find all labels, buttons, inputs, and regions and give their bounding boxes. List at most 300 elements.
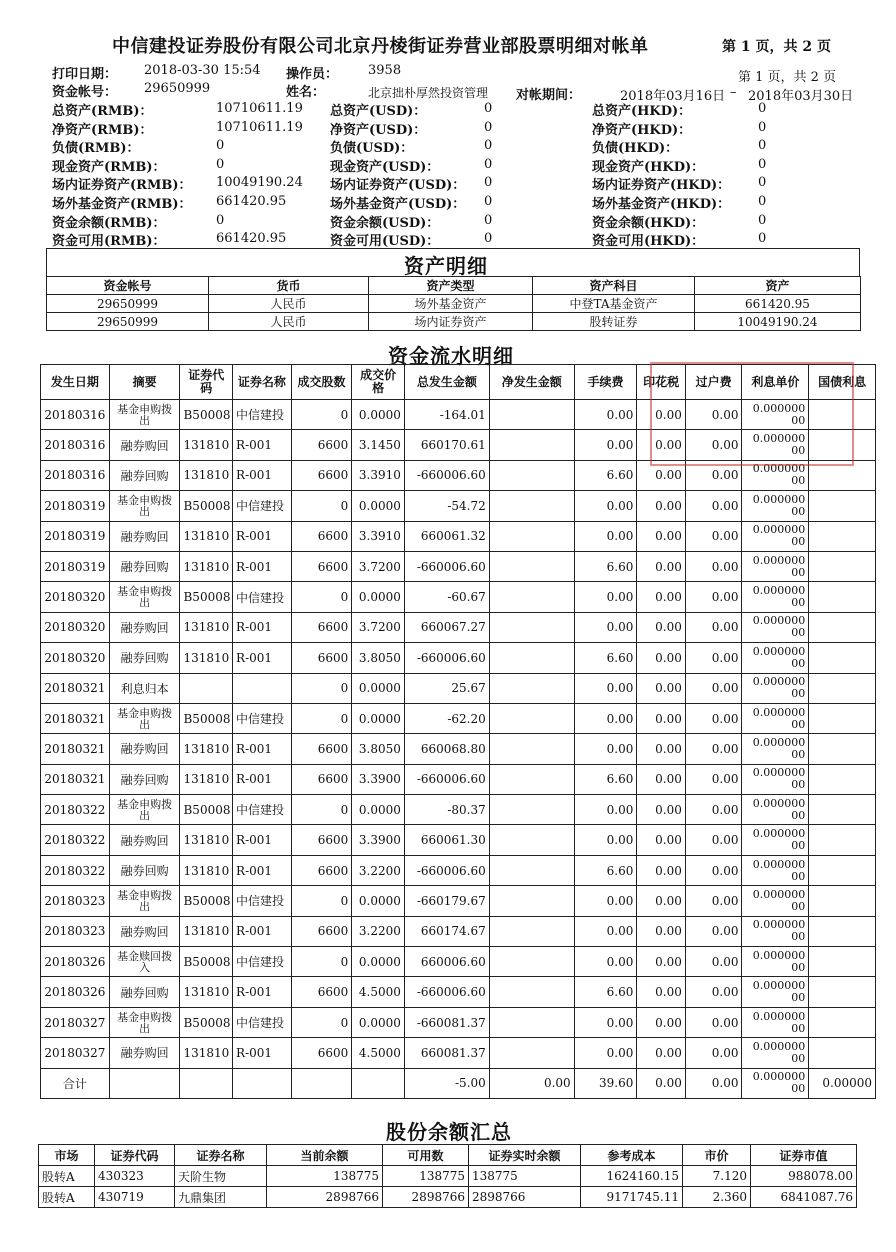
flow-row xyxy=(41,1038,876,1068)
flow-cell: 3.2200 xyxy=(352,855,405,885)
summary-hkd-label: 场外基金资产(HKD)： xyxy=(592,197,731,212)
flow-cell: 0.0000 xyxy=(352,582,405,612)
flow-cell: 基金申购拨出 xyxy=(109,1007,180,1037)
asset-cell: 人民币 xyxy=(209,313,369,331)
flow-cell: 20180322 xyxy=(41,855,110,885)
flow-cell: 0.00 xyxy=(637,612,686,642)
flow-cell: 131810 xyxy=(180,521,233,551)
flow-cell xyxy=(489,612,574,642)
flow-cell xyxy=(809,460,876,490)
flow-cell: 0.000000 00 xyxy=(742,734,809,764)
share-cell: 9171745.11 xyxy=(581,1187,683,1208)
flow-cell: 20180319 xyxy=(41,491,110,521)
flow-cell xyxy=(489,1038,574,1068)
flow-cell: 0.00 xyxy=(685,612,742,642)
flow-cell: 0.00 xyxy=(685,400,742,430)
asset-row xyxy=(47,313,861,331)
flow-cell: 0.00 xyxy=(637,795,686,825)
cash-flow-table xyxy=(40,364,876,1099)
flow-cell: R-001 xyxy=(233,764,292,794)
flow-cell: 融券回购 xyxy=(109,643,180,673)
flow-cell: 131810 xyxy=(180,977,233,1007)
flow-cell: 0.00 xyxy=(574,886,637,916)
flow-row xyxy=(41,947,876,977)
flow-cell xyxy=(489,673,574,703)
flow-cell: 0.0000 xyxy=(352,1007,405,1037)
asset-cell: 股转证券 xyxy=(533,313,695,331)
flow-cell: 基金赎回拨入 xyxy=(109,947,180,977)
flow-cell: B50008 xyxy=(180,491,233,521)
flow-cell: 20180323 xyxy=(41,886,110,916)
flow-cell: 0.00 xyxy=(637,460,686,490)
flow-row xyxy=(41,400,876,430)
flow-row xyxy=(41,1007,876,1037)
summary-usd-label: 现金资产(USD)： xyxy=(330,159,440,175)
flow-cell xyxy=(809,1007,876,1037)
share-header-cell: 证券代码 xyxy=(95,1145,175,1166)
flow-cell: 0.00 xyxy=(637,825,686,855)
summary-usd-label: 资金可用(USD)： xyxy=(330,234,440,250)
flow-total-cell xyxy=(352,1068,405,1098)
summary-rmb-label: 资金可用(RMB)： xyxy=(52,234,166,250)
flow-header-cell: 摘要 xyxy=(109,365,180,400)
page-indicator: 第 1 页，共 2 页 xyxy=(738,70,837,85)
summary-rmb-value: 10710611.19 xyxy=(216,101,303,116)
flow-cell: 0.00 xyxy=(637,703,686,733)
flow-cell: 0.000000 00 xyxy=(742,1007,809,1037)
flow-cell xyxy=(180,673,233,703)
flow-row xyxy=(41,612,876,642)
flow-cell: 0.00 xyxy=(685,521,742,551)
flow-cell: 0.000000 00 xyxy=(742,795,809,825)
summary-usd-value: 0 xyxy=(484,194,493,209)
flow-cell: R-001 xyxy=(233,1038,292,1068)
summary-rmb-value: 0 xyxy=(216,138,225,154)
flow-cell xyxy=(809,400,876,430)
flow-cell: 0.00 xyxy=(637,855,686,885)
share-cell: 7.120 xyxy=(683,1166,751,1187)
share-cell: 九鼎集团 xyxy=(175,1187,267,1208)
flow-cell xyxy=(809,643,876,673)
flow-cell: 6.60 xyxy=(574,977,637,1007)
flow-cell: 融券购回 xyxy=(109,612,180,642)
name-label: 姓名： xyxy=(286,85,326,100)
flow-cell xyxy=(489,643,574,673)
flow-cell: 0 xyxy=(291,673,352,703)
flow-cell: 0 xyxy=(291,582,352,612)
flow-cell: 融券回购 xyxy=(109,764,180,794)
summary-hkd-value: 0 xyxy=(758,175,767,191)
flow-cell xyxy=(809,430,876,460)
flow-header-cell: 总发生金额 xyxy=(404,365,489,400)
share-cell: 2898766 xyxy=(469,1187,581,1208)
flow-cell: 基金申购拨出 xyxy=(109,400,180,430)
flow-cell: 6600 xyxy=(291,1038,352,1068)
flow-cell: 6600 xyxy=(291,764,352,794)
period-to: 2018年03月30日 xyxy=(748,89,854,104)
asset-detail-title: 资产明细 xyxy=(404,254,488,278)
flow-header-cell: 净发生金额 xyxy=(489,365,574,400)
flow-cell: 0 xyxy=(291,886,352,916)
flow-cell: 131810 xyxy=(180,460,233,490)
share-cell: 138775 xyxy=(383,1166,469,1187)
flow-cell: 0.000000 00 xyxy=(742,977,809,1007)
share-header-cell: 参考成本 xyxy=(581,1145,683,1166)
flow-header-cell: 印花税 xyxy=(637,365,686,400)
flow-total-cell: 合计 xyxy=(41,1068,110,1098)
flow-cell: 0.000000 00 xyxy=(742,430,809,460)
flow-cell: 0.00 xyxy=(574,1007,637,1037)
flow-cell: 0.000000 00 xyxy=(742,886,809,916)
flow-cell: 融券回购 xyxy=(109,977,180,1007)
flow-cell: 0.00 xyxy=(685,795,742,825)
flow-cell: 20180316 xyxy=(41,400,110,430)
flow-cell: 0.00 xyxy=(637,764,686,794)
flow-cell xyxy=(489,795,574,825)
summary-rmb-value: 0 xyxy=(216,212,225,228)
flow-cell: 0.000000 00 xyxy=(742,643,809,673)
flow-cell xyxy=(809,673,876,703)
flow-header-cell: 手续费 xyxy=(574,365,637,400)
flow-cell: 131810 xyxy=(180,612,233,642)
flow-cell: R-001 xyxy=(233,430,292,460)
flow-cell: 0.00 xyxy=(685,886,742,916)
flow-cell xyxy=(489,400,574,430)
share-cell: 138775 xyxy=(267,1166,383,1187)
flow-cell: 3.8050 xyxy=(352,734,405,764)
summary-rmb-label: 场内证券资产(RMB)： xyxy=(52,178,192,194)
summary-hkd-label: 总资产(HKD)： xyxy=(592,104,692,119)
summary-rmb-label: 资金余额(RMB)： xyxy=(52,215,166,231)
flow-cell: 6.60 xyxy=(574,764,637,794)
flow-cell: -164.01 xyxy=(404,400,489,430)
operator-label: 操作员： xyxy=(286,67,339,82)
flow-cell: 0.000000 00 xyxy=(742,764,809,794)
asset-cell: 中登TA基金资产 xyxy=(533,295,695,313)
summary-hkd-value: 0 xyxy=(758,119,767,135)
flow-cell: 0.00 xyxy=(637,1007,686,1037)
flow-cell: -660006.60 xyxy=(404,643,489,673)
flow-cell: 20180327 xyxy=(41,1007,110,1037)
flow-cell xyxy=(489,886,574,916)
share-cell: 2898766 xyxy=(267,1187,383,1208)
flow-cell: 0.00 xyxy=(637,977,686,1007)
flow-cell: 0.00 xyxy=(637,400,686,430)
print-date: 2018-03-30 15:54 xyxy=(144,63,261,78)
summary-usd-label: 场内证券资产(USD)： xyxy=(330,178,466,194)
flow-cell xyxy=(489,734,574,764)
summary-rmb-value: 661420.95 xyxy=(216,194,287,209)
flow-header-cell: 成交价格 xyxy=(352,365,405,400)
flow-cell: 20180319 xyxy=(41,521,110,551)
summary-rmb-label: 负债(RMB)： xyxy=(52,141,140,157)
flow-cell: 0.00 xyxy=(637,1038,686,1068)
flow-cell: R-001 xyxy=(233,825,292,855)
flow-total-cell: 0.00 xyxy=(685,1068,742,1098)
flow-cell: -60.67 xyxy=(404,582,489,612)
share-row xyxy=(39,1166,857,1187)
share-header-cell: 证券名称 xyxy=(175,1145,267,1166)
flow-cell xyxy=(809,825,876,855)
flow-cell: 131810 xyxy=(180,855,233,885)
flow-cell: 融券购回 xyxy=(109,521,180,551)
flow-cell: 3.8050 xyxy=(352,643,405,673)
flow-cell: 0.00 xyxy=(637,643,686,673)
flow-cell: 0.000000 00 xyxy=(742,855,809,885)
flow-cell: B50008 xyxy=(180,582,233,612)
summary-hkd-value: 0 xyxy=(758,101,767,116)
flow-cell xyxy=(489,703,574,733)
flow-cell: 中信建投 xyxy=(233,947,292,977)
flow-total-cell xyxy=(180,1068,233,1098)
flow-cell: -660006.60 xyxy=(404,977,489,1007)
flow-cell: 0.00 xyxy=(685,1007,742,1037)
flow-cell: 0.00 xyxy=(574,582,637,612)
summary-hkd-value: 0 xyxy=(758,156,767,172)
flow-cell: 0.000000 00 xyxy=(742,825,809,855)
flow-cell: R-001 xyxy=(233,977,292,1007)
asset-cell: 人民币 xyxy=(209,295,369,313)
flow-cell: 融券购回 xyxy=(109,734,180,764)
asset-header-cell: 货币 xyxy=(209,277,369,295)
flow-cell: 0.00 xyxy=(574,947,637,977)
flow-row xyxy=(41,734,876,764)
summary-hkd-label: 资金余额(HKD)： xyxy=(592,215,705,231)
flow-cell: 0.00 xyxy=(574,703,637,733)
flow-cell: 0.0000 xyxy=(352,673,405,703)
flow-cell xyxy=(489,916,574,946)
summary-usd-value: 0 xyxy=(484,138,493,154)
flow-cell: 利息归本 xyxy=(109,673,180,703)
summary-rmb-value: 10049190.24 xyxy=(216,175,303,191)
flow-row xyxy=(41,855,876,885)
summary-hkd-label: 负债(HKD)： xyxy=(592,141,679,157)
flow-total-cell: 0.00 xyxy=(637,1068,686,1098)
flow-cell xyxy=(809,947,876,977)
flow-cell: 0.000000 00 xyxy=(742,491,809,521)
share-header-cell: 市场 xyxy=(39,1145,95,1166)
flow-cell: 0.00 xyxy=(574,795,637,825)
flow-header-cell: 成交股数 xyxy=(291,365,352,400)
summary-hkd-label: 净资产(HKD)： xyxy=(592,122,692,138)
flow-cell xyxy=(489,430,574,460)
share-cell: 2.360 xyxy=(683,1187,751,1208)
flow-cell: 0.0000 xyxy=(352,886,405,916)
flow-cell: 0.000000 00 xyxy=(742,673,809,703)
flow-cell: 131810 xyxy=(180,643,233,673)
share-summary-title: 股份余额汇总 xyxy=(386,1120,512,1144)
flow-cell: 6.60 xyxy=(574,551,637,581)
flow-cell: 20180326 xyxy=(41,977,110,1007)
flow-total-cell: 0.00 xyxy=(489,1068,574,1098)
flow-cell xyxy=(489,491,574,521)
flow-row xyxy=(41,643,876,673)
flow-cell: 融券回购 xyxy=(109,855,180,885)
flow-cell: -80.37 xyxy=(404,795,489,825)
flow-cell: 0.000000 00 xyxy=(742,521,809,551)
flow-cell: 0.00 xyxy=(637,916,686,946)
summary-usd-value: 0 xyxy=(484,119,493,135)
summary-rmb-label: 总资产(RMB)： xyxy=(52,104,153,119)
flow-cell: R-001 xyxy=(233,551,292,581)
flow-cell: 20180323 xyxy=(41,916,110,946)
flow-cell: R-001 xyxy=(233,460,292,490)
flow-cell: 0.00 xyxy=(685,582,742,612)
flow-cell: 0.000000 00 xyxy=(742,460,809,490)
flow-cell: 20180321 xyxy=(41,703,110,733)
flow-cell: 0.00 xyxy=(685,825,742,855)
flow-cell xyxy=(489,582,574,612)
flow-cell: 0.00 xyxy=(685,1038,742,1068)
asset-detail-table xyxy=(46,276,861,331)
flow-cell xyxy=(809,734,876,764)
flow-cell: 20180319 xyxy=(41,551,110,581)
flow-cell: 20180322 xyxy=(41,795,110,825)
flow-cell: -62.20 xyxy=(404,703,489,733)
client-name: 北京拙朴厚然投资管理 xyxy=(368,86,489,100)
flow-cell xyxy=(809,855,876,885)
flow-cell: -660006.60 xyxy=(404,855,489,885)
flow-cell xyxy=(809,795,876,825)
flow-cell: 中信建投 xyxy=(233,582,292,612)
flow-cell: 20180320 xyxy=(41,582,110,612)
summary-usd-value: 0 xyxy=(484,231,493,247)
flow-cell: B50008 xyxy=(180,400,233,430)
flow-row xyxy=(41,673,876,703)
flow-cell: 0.00 xyxy=(637,673,686,703)
flow-cell: -660179.67 xyxy=(404,886,489,916)
share-cell: 股转A xyxy=(39,1187,95,1208)
flow-cell: 中信建投 xyxy=(233,795,292,825)
flow-cell: 6600 xyxy=(291,551,352,581)
flow-cell: R-001 xyxy=(233,734,292,764)
flow-cell: 660068.80 xyxy=(404,734,489,764)
flow-cell: 20180322 xyxy=(41,825,110,855)
share-summary-table xyxy=(38,1144,857,1208)
flow-cell: 660174.67 xyxy=(404,916,489,946)
flow-cell: 660081.37 xyxy=(404,1038,489,1068)
summary-hkd-value: 0 xyxy=(758,212,767,228)
asset-header-cell: 资产类型 xyxy=(369,277,533,295)
flow-cell xyxy=(489,521,574,551)
flow-cell xyxy=(809,977,876,1007)
flow-cell: 3.3910 xyxy=(352,521,405,551)
flow-total-cell: 0.00000 xyxy=(809,1068,876,1098)
flow-cell: 0.00 xyxy=(574,430,637,460)
flow-cell: B50008 xyxy=(180,947,233,977)
flow-cell xyxy=(809,886,876,916)
summary-usd-label: 场外基金资产(USD)： xyxy=(330,197,466,212)
flow-cell: 3.3900 xyxy=(352,825,405,855)
share-header-cell: 证券实时余额 xyxy=(469,1145,581,1166)
flow-cell: 0.00 xyxy=(685,673,742,703)
flow-header-cell: 证券代码 xyxy=(180,365,233,400)
summary-rmb-value: 0 xyxy=(216,156,225,172)
flow-cell: R-001 xyxy=(233,643,292,673)
flow-cell: 0.00 xyxy=(637,551,686,581)
flow-cell: 6600 xyxy=(291,916,352,946)
flow-cell: 660061.30 xyxy=(404,825,489,855)
flow-cell: 131810 xyxy=(180,1038,233,1068)
share-cell: 天阶生物 xyxy=(175,1166,267,1187)
flow-cell: 0.00 xyxy=(637,582,686,612)
flow-cell: 0.00 xyxy=(637,886,686,916)
flow-row xyxy=(41,460,876,490)
flow-cell: 0.000000 00 xyxy=(742,916,809,946)
summary-usd-value: 0 xyxy=(484,212,493,228)
print-date-label: 打印日期： xyxy=(52,67,118,82)
flow-cell xyxy=(809,491,876,521)
account-number: 29650999 xyxy=(144,81,211,96)
flow-row xyxy=(41,582,876,612)
flow-cell: 3.3900 xyxy=(352,764,405,794)
flow-cell xyxy=(233,673,292,703)
period-separator: – xyxy=(730,85,737,100)
flow-cell xyxy=(489,947,574,977)
summary-usd-label: 资金余额(USD)： xyxy=(330,215,440,231)
share-header-cell: 当前余额 xyxy=(267,1145,383,1166)
summary-hkd-label: 场内证券资产(HKD)： xyxy=(592,178,731,194)
flow-cell: 0.0000 xyxy=(352,400,405,430)
flow-row xyxy=(41,977,876,1007)
flow-cell: 3.3910 xyxy=(352,460,405,490)
flow-cell: 20180326 xyxy=(41,947,110,977)
flow-cell: 融券回购 xyxy=(109,460,180,490)
flow-cell: 0.0000 xyxy=(352,795,405,825)
flow-cell: 3.2200 xyxy=(352,916,405,946)
flow-cell: 0.00 xyxy=(574,491,637,521)
flow-cell: 20180320 xyxy=(41,612,110,642)
summary-usd-label: 总资产(USD)： xyxy=(330,104,427,119)
flow-cell: 6600 xyxy=(291,734,352,764)
flow-cell: 4.5000 xyxy=(352,977,405,1007)
flow-cell: 基金申购拨出 xyxy=(109,886,180,916)
flow-total-cell: 39.60 xyxy=(574,1068,637,1098)
flow-row xyxy=(41,764,876,794)
asset-header-cell: 资产科目 xyxy=(533,277,695,295)
flow-cell: 0.000000 00 xyxy=(742,703,809,733)
flow-cell: B50008 xyxy=(180,703,233,733)
flow-cell: 20180320 xyxy=(41,643,110,673)
summary-usd-label: 净资产(USD)： xyxy=(330,122,427,138)
flow-row xyxy=(41,703,876,733)
flow-cell: 0.0000 xyxy=(352,491,405,521)
flow-cell: 131810 xyxy=(180,551,233,581)
flow-cell: 131810 xyxy=(180,430,233,460)
summary-hkd-label: 现金资产(HKD)： xyxy=(592,159,705,175)
flow-cell: 6600 xyxy=(291,977,352,1007)
flow-row xyxy=(41,916,876,946)
summary-hkd-label: 资金可用(HKD)： xyxy=(592,234,705,250)
flow-cell: 3.7200 xyxy=(352,551,405,581)
flow-cell: 6600 xyxy=(291,612,352,642)
flow-cell: 0.00 xyxy=(685,703,742,733)
flow-cell: 0 xyxy=(291,795,352,825)
flow-cell: 中信建投 xyxy=(233,491,292,521)
flow-cell: R-001 xyxy=(233,521,292,551)
flow-cell: 0.000000 00 xyxy=(742,582,809,612)
share-cell: 2898766 xyxy=(383,1187,469,1208)
flow-cell: 0.000000 00 xyxy=(742,551,809,581)
flow-cell: 融券购回 xyxy=(109,1038,180,1068)
flow-row xyxy=(41,795,876,825)
flow-cell: 0 xyxy=(291,400,352,430)
asset-cell: 661420.95 xyxy=(695,295,861,313)
flow-cell: 6600 xyxy=(291,430,352,460)
flow-cell: 基金申购拨出 xyxy=(109,795,180,825)
flow-cell: 0.00 xyxy=(637,491,686,521)
asset-cell: 10049190.24 xyxy=(695,313,861,331)
